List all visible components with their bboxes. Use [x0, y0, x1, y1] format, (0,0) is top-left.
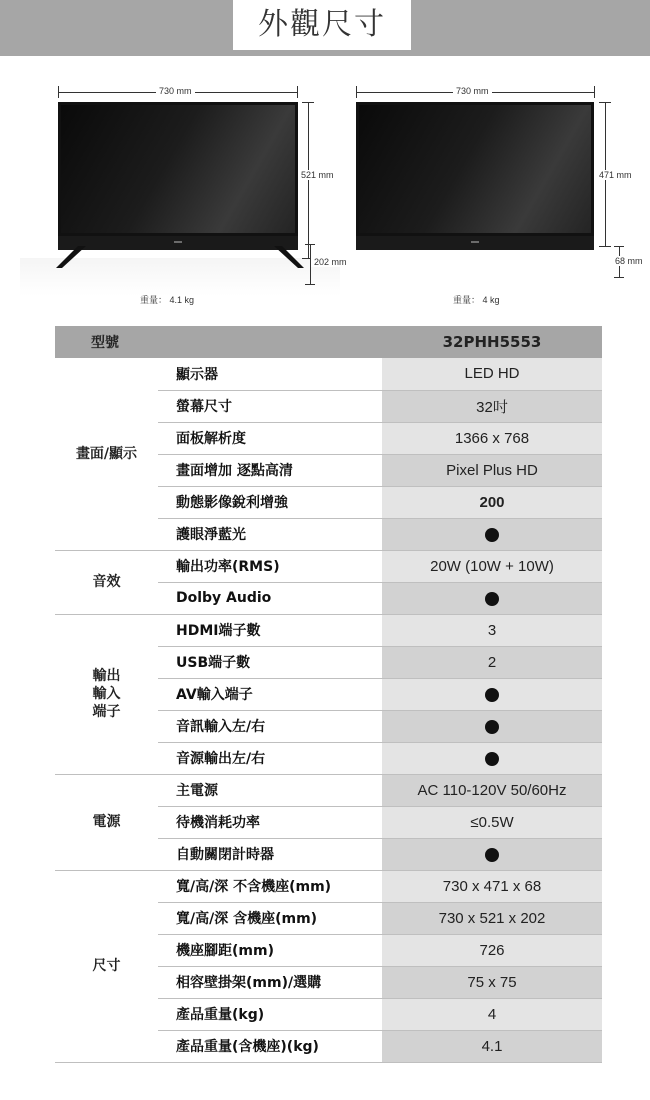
- page-title: 外觀尺寸: [258, 7, 386, 42]
- feature-value-dot: [382, 582, 602, 614]
- feature-label: 待機消耗功率: [158, 806, 382, 838]
- feature-value-dot: [382, 838, 602, 870]
- category-dimensions: 尺寸: [55, 870, 158, 1062]
- feature-label: Dolby Audio: [158, 582, 382, 614]
- table-row: [55, 550, 602, 582]
- dim-tick: [305, 284, 315, 285]
- feature-value: 75 x 75: [382, 966, 602, 998]
- feature-value-dot: [382, 518, 602, 550]
- tv-stand-icon: [50, 240, 310, 276]
- table-row: [55, 870, 602, 902]
- feature-label: 機座腳距(mm): [158, 934, 382, 966]
- feature-label: 主電源: [158, 774, 382, 806]
- table-row: [55, 774, 602, 806]
- feature-label: 寬/高/深 含機座(mm): [158, 902, 382, 934]
- feature-label: 音源輸出左/右: [158, 742, 382, 774]
- category-io-line: 端子: [92, 704, 121, 720]
- category-io: [55, 614, 158, 774]
- spec-header-row: [55, 326, 602, 358]
- tv-left-height-label: 521 mm: [298, 170, 337, 180]
- feature-value-dot: [382, 710, 602, 742]
- height-dimension-line: [308, 102, 309, 259]
- bullet-dot-icon: [485, 752, 499, 766]
- bullet-dot-icon: [485, 688, 499, 702]
- tv-right-weight-label: 重量： 4 kg: [453, 295, 500, 305]
- feature-value: 20W (10W + 10W): [382, 550, 602, 582]
- table-row: [55, 614, 602, 646]
- bullet-dot-icon: [485, 848, 499, 862]
- feature-label: USB端子數: [158, 646, 382, 678]
- feature-value: 32吋: [382, 390, 602, 422]
- model-header-value: 32PHH5553: [382, 326, 602, 358]
- feature-value-dot: [382, 742, 602, 774]
- feature-label: 護眼淨藍光: [158, 518, 382, 550]
- table-row: [55, 358, 602, 390]
- tv-left-depth-label: 202 mm: [311, 257, 350, 267]
- feature-label: 產品重量(含機座)(kg): [158, 1030, 382, 1062]
- feature-value: 200: [382, 486, 602, 518]
- bullet-dot-icon: [485, 720, 499, 734]
- bullet-dot-icon: [485, 528, 499, 542]
- title-box: [233, 0, 411, 50]
- feature-value: LED HD: [382, 358, 602, 390]
- category-display: 畫面/顯示: [55, 358, 158, 550]
- tv-right-bezel: [356, 236, 594, 250]
- feature-value: 726: [382, 934, 602, 966]
- tv-right-height-label: 471 mm: [596, 170, 635, 180]
- title-bar: [0, 0, 650, 56]
- bullet-dot-icon: [485, 592, 499, 606]
- feature-label: 音訊輸入左/右: [158, 710, 382, 742]
- feature-value: ≤0.5W: [382, 806, 602, 838]
- feature-label: 寬/高/深 不含機座(mm): [158, 870, 382, 902]
- feature-value: 4: [382, 998, 602, 1030]
- category-power: 電源: [55, 774, 158, 870]
- feature-label: 畫面增加 逐點高清: [158, 454, 382, 486]
- feature-value: 730 x 471 x 68: [382, 870, 602, 902]
- spec-table: [55, 326, 602, 1063]
- tv-right-screen: [359, 105, 591, 233]
- feature-value: 4.1: [382, 1030, 602, 1062]
- feature-value: Pixel Plus HD: [382, 454, 602, 486]
- tv-right-depth-label: 68 mm: [612, 256, 646, 266]
- category-io-line: 輸入: [92, 686, 121, 702]
- model-header-label: 型號: [55, 326, 382, 358]
- feature-label: AV輸入端子: [158, 678, 382, 710]
- feature-value: 730 x 521 x 202: [382, 902, 602, 934]
- feature-value: 1366 x 768: [382, 422, 602, 454]
- tv-left-width-label: 730 mm: [156, 86, 195, 96]
- feature-label: 動態影像銳利增強: [158, 486, 382, 518]
- feature-value: AC 110-120V 50/60Hz: [382, 774, 602, 806]
- feature-label: 螢幕尺寸: [158, 390, 382, 422]
- feature-value-dot: [382, 678, 602, 710]
- feature-label: HDMI端子數: [158, 614, 382, 646]
- tv-right-logo: [471, 241, 479, 243]
- category-audio: 音效: [55, 550, 158, 614]
- feature-label: 產品重量(kg): [158, 998, 382, 1030]
- feature-label: 自動關閉計時器: [158, 838, 382, 870]
- feature-label: 面板解析度: [158, 422, 382, 454]
- tv-left-weight-label: 重量： 4.1 kg: [140, 295, 195, 305]
- tv-left-screen: [61, 105, 295, 233]
- tv-right-width-label: 730 mm: [453, 86, 492, 96]
- feature-label: 輸出功率(RMS): [158, 550, 382, 582]
- feature-label: 顯示器: [158, 358, 382, 390]
- feature-value: 3: [382, 614, 602, 646]
- feature-label: 相容壁掛架(mm)/選購: [158, 966, 382, 998]
- category-io-line: 輸出: [92, 668, 121, 684]
- feature-value: 2: [382, 646, 602, 678]
